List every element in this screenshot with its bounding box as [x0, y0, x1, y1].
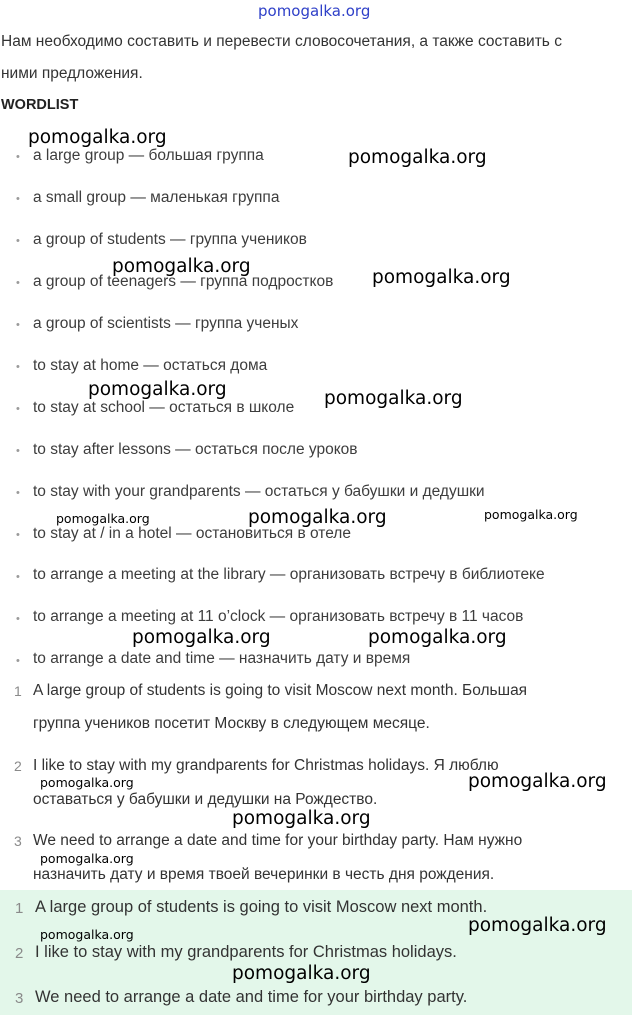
- wordlist-item-text: to arrange a meeting at the library — организовать встречу в библиотеке: [33, 566, 545, 583]
- watermark: pomogalka.org: [232, 808, 371, 829]
- watermark: pomogalka.org: [468, 771, 607, 792]
- sentence-number: 1: [14, 683, 22, 699]
- wordlist-item-text: to stay at school — остаться в школе: [33, 399, 295, 416]
- bullet-icon: •: [16, 445, 20, 457]
- watermark: pomogalka.org: [88, 379, 227, 400]
- watermark: pomogalka.org: [40, 927, 134, 942]
- bullet-icon: •: [16, 571, 20, 583]
- watermark: pomogalka.org: [372, 267, 511, 288]
- bullet-icon: •: [16, 487, 20, 499]
- sentence-line-1: I like to stay with my grandparents for Christmas holidays. Я люблю: [33, 757, 499, 774]
- answer-number: 3: [15, 990, 24, 1007]
- watermark: pomogalka.org: [112, 256, 251, 277]
- site-header-link[interactable]: pomogalka.org: [258, 2, 371, 20]
- bullet-icon: •: [16, 277, 20, 289]
- watermark: pomogalka.org: [484, 507, 578, 522]
- wordlist-item-text: a large group — большая группа: [33, 147, 264, 164]
- watermark: pomogalka.org: [232, 963, 371, 984]
- watermark: pomogalka.org: [28, 127, 167, 148]
- intro-text-line-2: ними предложения.: [1, 65, 143, 82]
- watermark: pomogalka.org: [56, 511, 150, 526]
- intro-text-line-1: Нам необходимо составить и перевести словосочетания, а также составить с: [1, 33, 562, 50]
- bullet-icon: •: [16, 529, 20, 541]
- wordlist-item-text: to stay with your grandparents — остаться у бабушки и дедушки: [33, 483, 485, 500]
- wordlist-item-text: a group of scientists — группа ученых: [33, 315, 299, 332]
- watermark: pomogalka.org: [324, 388, 463, 409]
- bullet-icon: •: [16, 655, 20, 667]
- wordlist-item-text: a small group — маленькая группа: [33, 189, 280, 206]
- watermark: pomogalka.org: [348, 147, 487, 168]
- watermark: pomogalka.org: [132, 627, 271, 648]
- sentence-number: 2: [14, 758, 22, 774]
- bullet-icon: •: [16, 403, 20, 415]
- watermark: pomogalka.org: [40, 851, 134, 866]
- bullet-icon: •: [16, 151, 20, 163]
- wordlist-item-text: a group of students — группа учеников: [33, 231, 307, 248]
- bullet-icon: •: [16, 235, 20, 247]
- sentence-number: 3: [14, 833, 22, 849]
- watermark: pomogalka.org: [248, 507, 387, 528]
- answer-text: We need to arrange a date and time for your birthday party.: [35, 988, 468, 1006]
- sentence-line-2: назначить дату и время твоей вечеринки в честь дня рождения.: [33, 866, 495, 883]
- answer-number: 1: [15, 900, 24, 917]
- wordlist-heading: WORDLIST: [1, 97, 79, 113]
- wordlist-item-text: to arrange a date and time — назначить дату и время: [33, 650, 411, 667]
- bullet-icon: •: [16, 193, 20, 205]
- watermark: pomogalka.org: [40, 775, 134, 790]
- wordlist-item-text: to stay after lessons — остаться после уроков: [33, 441, 358, 458]
- watermark: pomogalka.org: [368, 627, 507, 648]
- bullet-icon: •: [16, 613, 20, 625]
- bullet-icon: •: [16, 361, 20, 373]
- wordlist-item-text: a group of teenagers — группа подростков: [33, 273, 334, 290]
- watermark: pomogalka.org: [468, 915, 607, 936]
- answer-text: I like to stay with my grandparents for Christmas holidays.: [35, 943, 457, 961]
- sentence-line-2: оставаться у бабушки и дедушки на Рождество.: [33, 791, 378, 808]
- sentence-line-1: A large group of students is going to visit Moscow next month. Большая: [33, 682, 528, 699]
- answer-number: 2: [15, 945, 24, 962]
- bullet-icon: •: [16, 319, 20, 331]
- sentence-line-2: группа учеников посетит Москву в следующем месяце.: [33, 715, 430, 732]
- wordlist-item-text: to stay at home — остаться дома: [33, 357, 268, 374]
- wordlist-item-text: to arrange a meeting at 11 o’clock — организовать встречу в 11 часов: [33, 608, 524, 625]
- wordlist-item-text: to stay at / in a hotel — остановиться в отеле: [33, 525, 351, 542]
- answer-text: A large group of students is going to visit Moscow next month.: [35, 898, 488, 916]
- sentence-line-1: We need to arrange a date and time for your birthday party. Нам нужно: [33, 832, 523, 849]
